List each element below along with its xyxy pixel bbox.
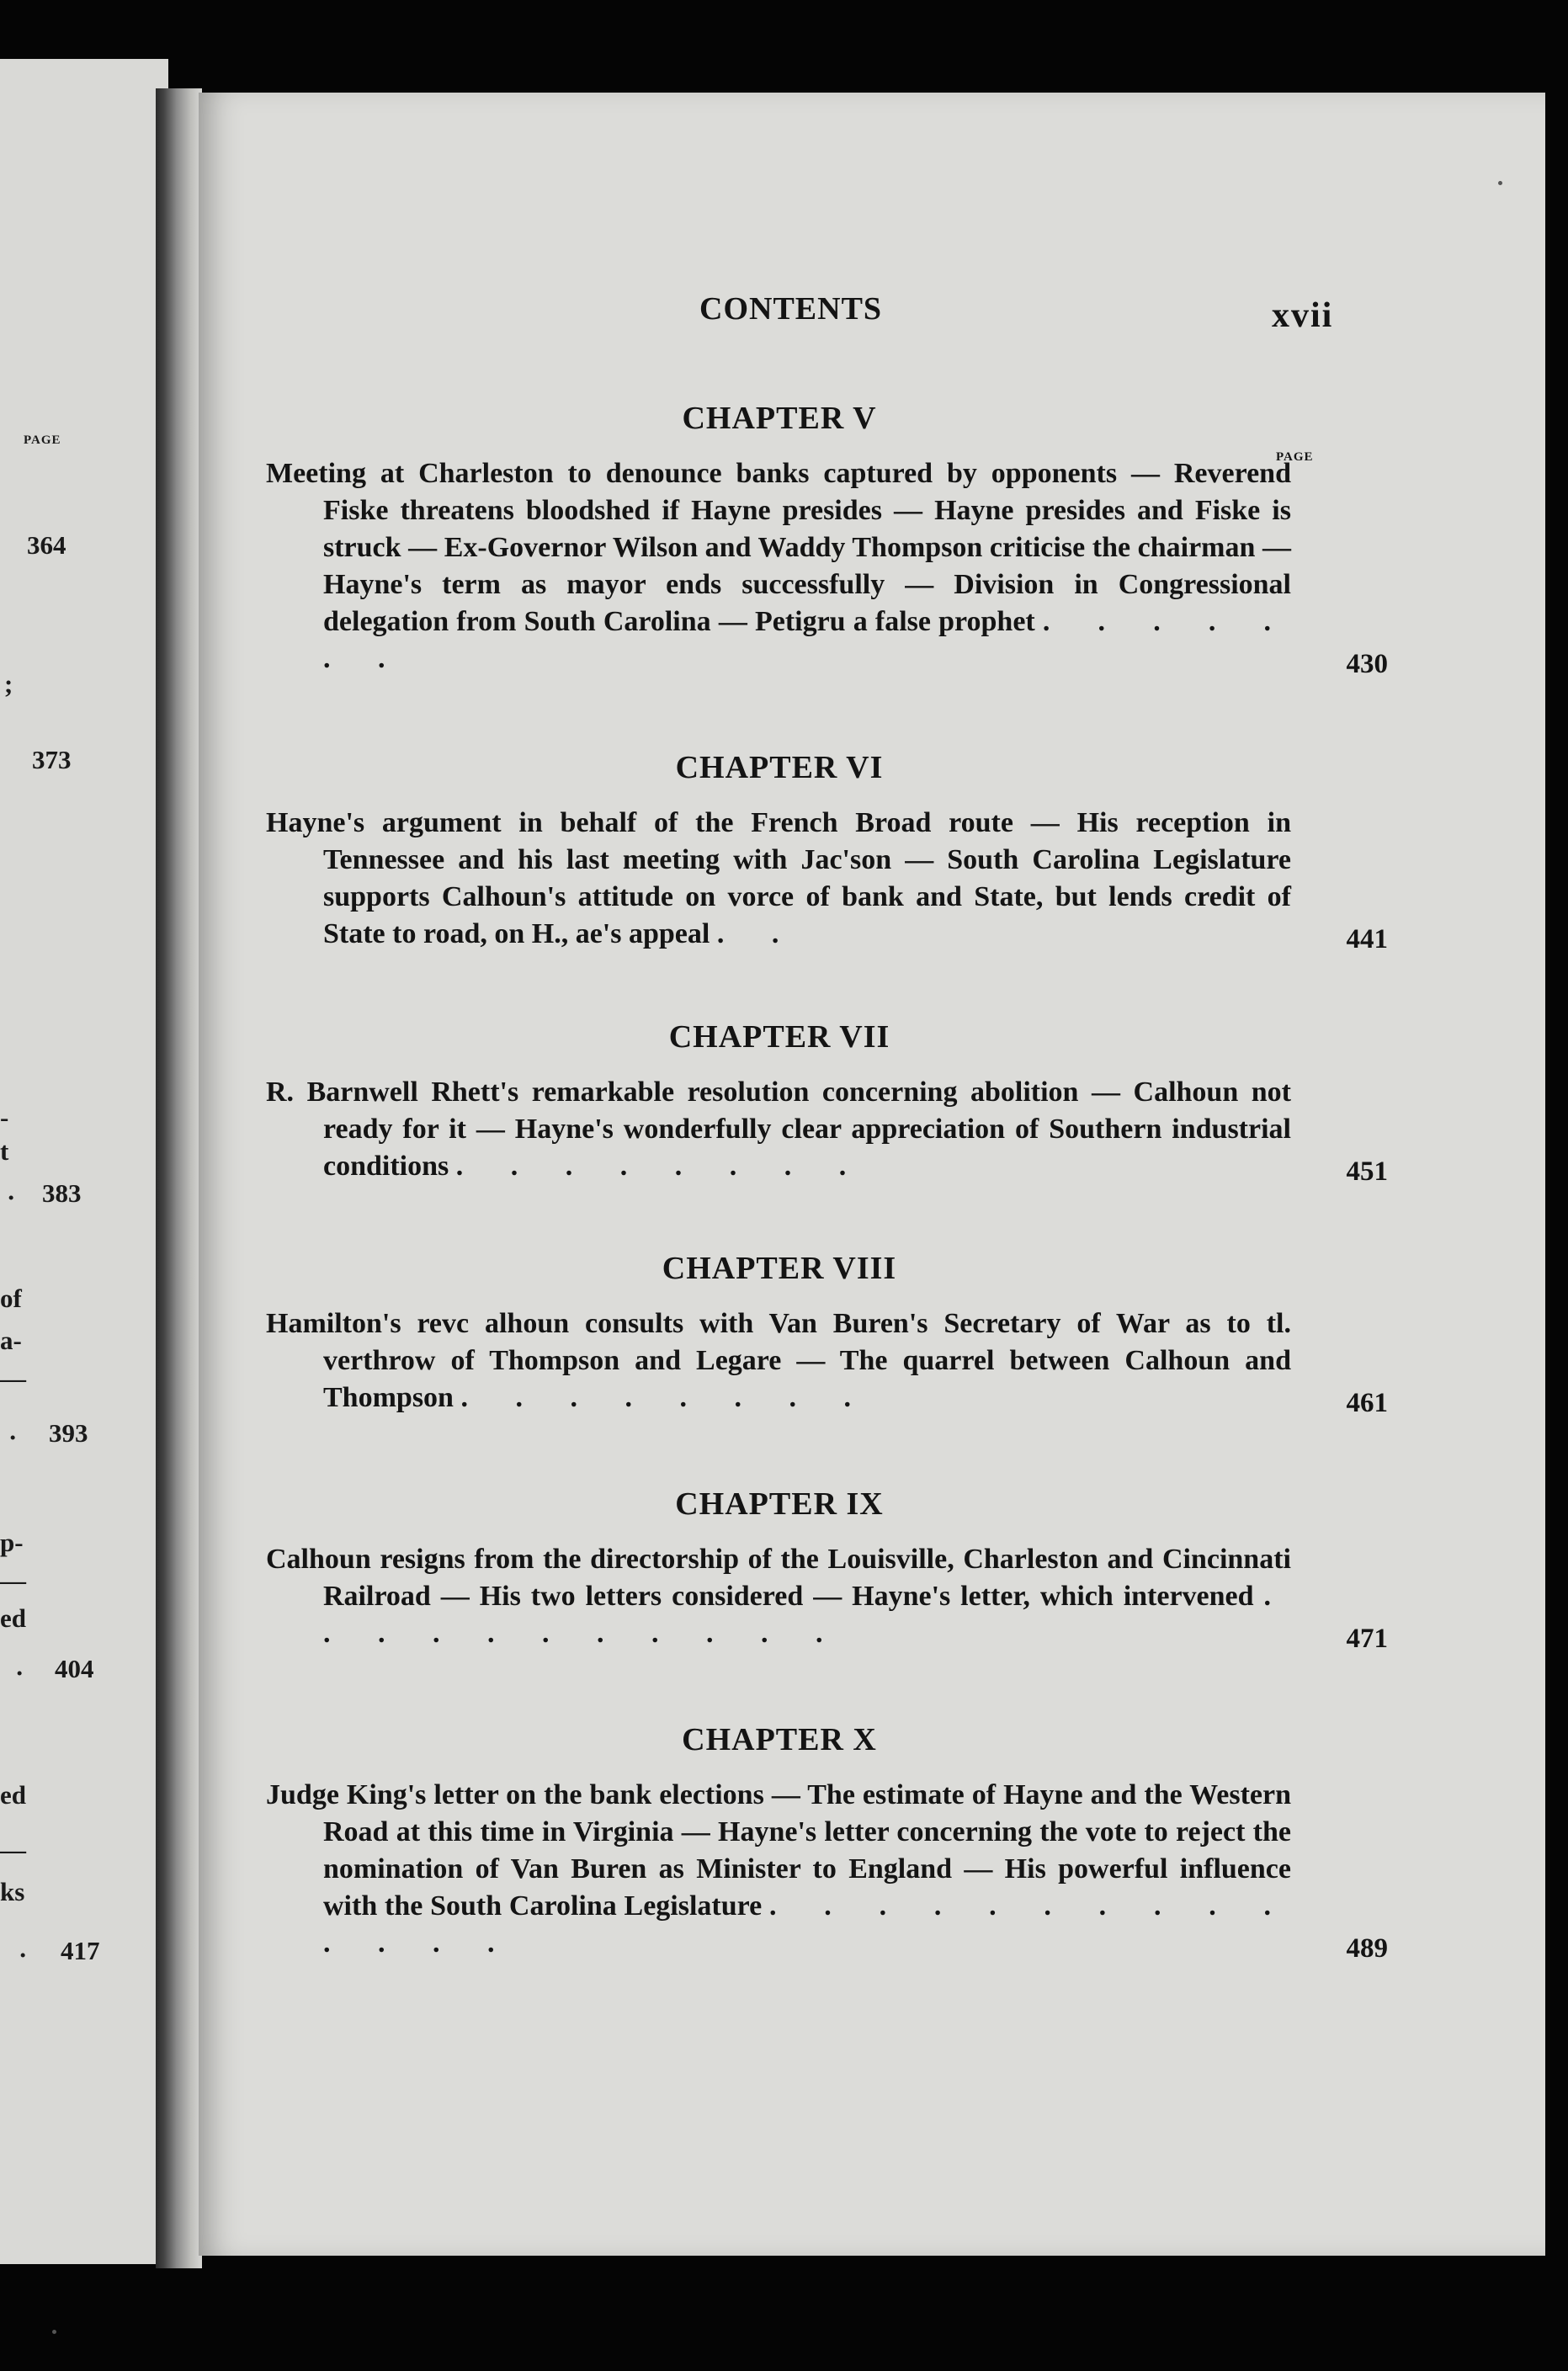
left-page-number: 383 [42, 1178, 82, 1208]
left-page-fragment: — [0, 1835, 26, 1864]
summary-text: Hamilton's revc alhoun consults with Van Buren's Secretary of War as to tl. verthrow of Thompson and Legare — The quarrel between Calhoun and Thompson [266, 1308, 1291, 1413]
chapter-summary [266, 1305, 1388, 1418]
dot-leader: . . [716, 918, 800, 949]
dot-leader: . . . . . . . . [460, 1382, 871, 1413]
chapter-entry [266, 1721, 1388, 1964]
page-number: xvii [1272, 296, 1334, 335]
chapter-heading: CHAPTER IX [675, 1486, 884, 1522]
chapter-summary [266, 1074, 1388, 1187]
chapter-summary [266, 1541, 1388, 1654]
dust-speck [52, 2330, 56, 2334]
chapter-heading: CHAPTER VI [675, 750, 884, 785]
chapter-page-number: 430 [1346, 649, 1388, 679]
chapter-heading: CHAPTER VIII [662, 1251, 897, 1286]
dot-leader: . . . . . . . . . . . . . . [323, 1890, 1291, 1959]
summary-text: R. Barnwell Rhett's remarkable resolution concerning abolition — Calhoun not ready for it — Hayne's wonderfully clear appreciation of Southern industrial conditions [266, 1077, 1291, 1182]
page-column-label: PAGE [1276, 450, 1314, 464]
left-page-number: 393 [49, 1418, 88, 1448]
summary-text: Judge King's letter on the bank elections — The estimate of Hayne and the Western Road at this time in Virginia — Hayne's letter concerning the vote to reject the nomination of Van Buren as Minister to England — His powerful influence with the South Carolina Legislature [266, 1779, 1291, 1922]
left-facing-page [0, 59, 168, 2264]
left-page-fragment: · [7, 1183, 16, 1212]
chapter-entry [266, 1486, 1388, 1654]
summary-text: Calhoun resigns from the directorship of the Louisville, Charleston and Cincinnati Railroad — His two letters considered — Hayne's letter, which intervened [266, 1544, 1291, 1612]
left-page-number: 404 [55, 1654, 94, 1683]
left-page-fragment: ; [4, 669, 13, 699]
chapter-heading: CHAPTER VII [668, 1019, 890, 1055]
dust-speck [1498, 181, 1502, 185]
left-page-fragment: — [0, 1566, 26, 1595]
dot-leader: . . . . . . . . . . . [323, 1581, 1291, 1649]
summary-text: Hayne's argument in behalf of the French Broad route — His reception in Tennessee and his last meeting with Jac'son — South Carolina Legislature supports Calhoun's attitude on vorce of bank and State, but lends credit of State to road, on H., ae's appeal [266, 807, 1291, 949]
left-page-number: 373 [32, 745, 72, 774]
dot-leader: . . . . . . . [323, 606, 1292, 674]
left-page-fragment: a- [0, 1326, 22, 1355]
chapter-page-number: 489 [1346, 1933, 1388, 1964]
chapter-page-number: 471 [1346, 1624, 1388, 1654]
left-page-label: PAGE [24, 433, 61, 447]
chapter-summary [266, 1777, 1388, 1964]
summary-text: Meeting at Charleston to denounce banks captured by opponents — Reverend Fiske threatens bloodshed if Hayne presides — Hayne presides and Fiske is struck — Ex-Governor Wilson and Waddy Thompson criticise the chairman — Hayne's term as mayor ends successfully — Division in Congressional delegation from South Carolina — Petigru a false prophet [266, 458, 1291, 637]
chapter-entry [266, 749, 1388, 954]
left-page-number: 417 [61, 1936, 100, 1965]
left-page-fragment: · [15, 1658, 24, 1688]
left-page-fragment: · [19, 1940, 28, 1970]
contents-page [199, 93, 1545, 2256]
left-page-fragment: · [8, 1422, 18, 1452]
dot-leader: . . . . . . . . [455, 1151, 867, 1182]
book-gutter [156, 88, 202, 2268]
chapter-page-number: 441 [1346, 924, 1388, 954]
page-title: CONTENTS [699, 291, 883, 327]
chapter-summary [266, 805, 1388, 954]
chapter-heading: CHAPTER V [682, 401, 877, 436]
chapter-heading: CHAPTER X [682, 1722, 877, 1757]
left-page-fragment: - [0, 1103, 9, 1132]
left-page-fragment: — [0, 1364, 26, 1393]
chapter-entry [266, 1018, 1388, 1187]
left-page-fragment: of [0, 1284, 22, 1313]
left-page-fragment: ks [0, 1877, 25, 1906]
chapter-page-number: 461 [1346, 1388, 1388, 1418]
chapter-page-number: 451 [1346, 1156, 1388, 1187]
left-page-fragment: ed [0, 1603, 26, 1633]
chapter-entry [266, 1250, 1388, 1418]
left-page-number: 364 [27, 530, 66, 560]
left-page-fragment: t [0, 1136, 9, 1166]
left-page-fragment: p- [0, 1528, 24, 1557]
left-page-fragment: ed [0, 1780, 26, 1810]
